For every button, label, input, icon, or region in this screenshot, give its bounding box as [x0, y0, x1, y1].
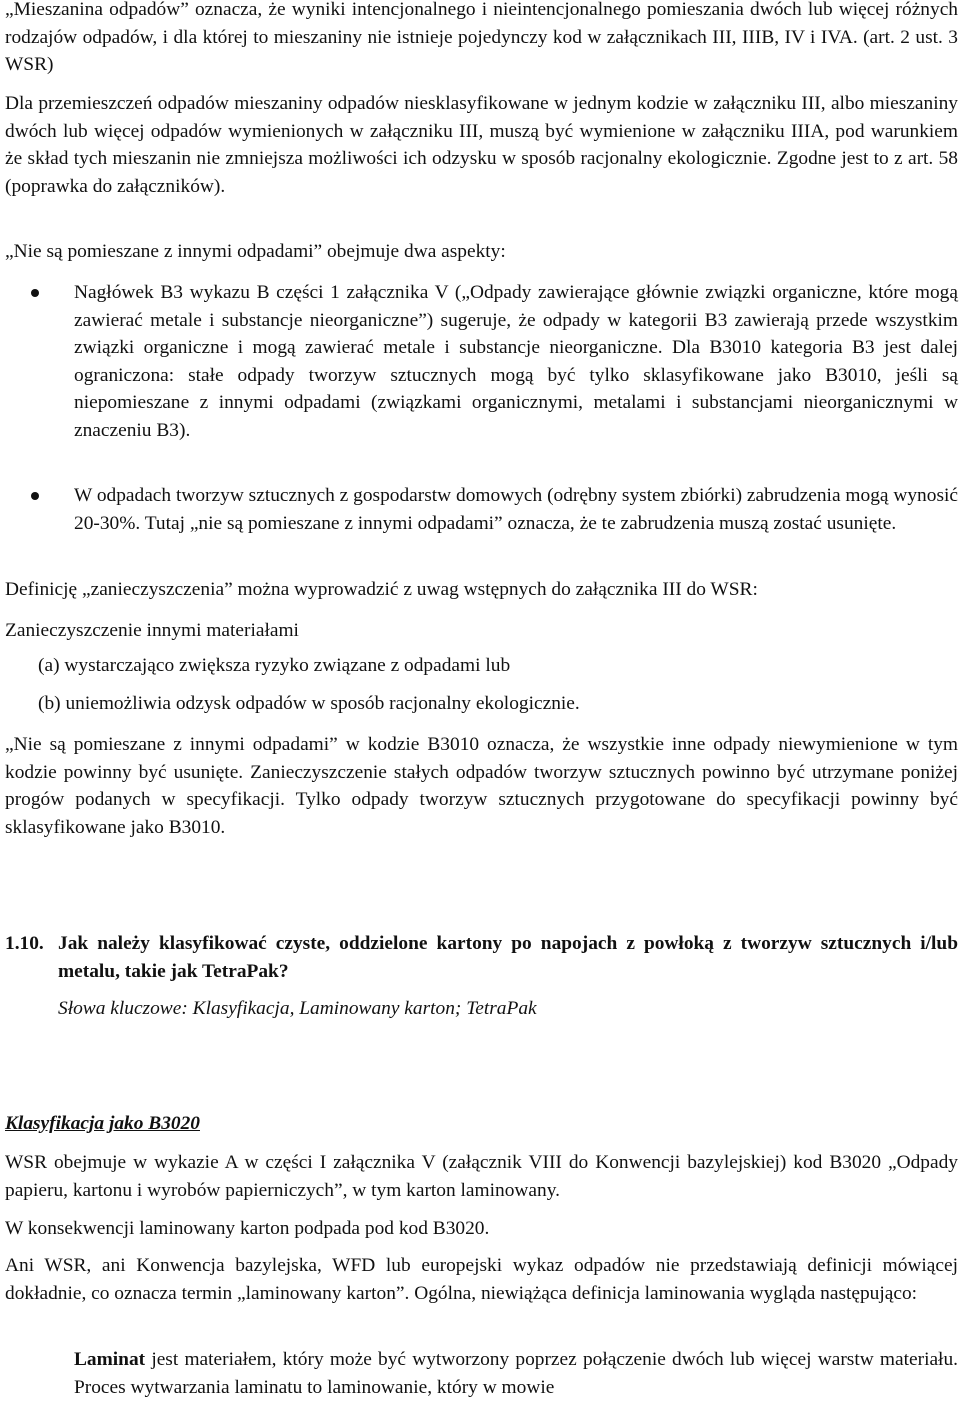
bullet-text: Nagłówek B3 wykazu B części 1 załącznika V („Odpady zawierające głównie związki organiczne, które mogą zawierać metale i substancje nieorganiczne”) sugeruje, że odpady w kategorii B3 zawierają przede wszystkim związki organiczne i mogą zawierać metale i substancje nieorganiczne. Dla B3010 kategoria B3 jest dalej ograniczona: stałe odpady tworzyw sztucznych mogą być tylko sklasyfikowane jako B3010, jeśli są niepomieszane z innymi odpadami (związkami organicznymi, metalami i substancjami nieorganicznymi w znaczeniu B3).: [74, 282, 958, 441]
enum-item-a: (a) wystarczająco zwiększa ryzyko związane z odpadami lub: [38, 655, 511, 676]
laminate-text: jest materiałem, który może być wytworzony poprzez połączenie dwóch lub więcej warstw materiału. Proces wytwarzania laminatu to laminowanie, który w mowie: [74, 1349, 958, 1398]
paragraph-mixture-definition: „Mieszanina odpadów” oznacza, że wyniki intencjonalnego i nieintencjonalnego pomieszania dwóch lub więcej różnych rodzajów odpadów, i dla której to mieszaniny nie istnieje pojedynczy kod w załącznikach III, IIIB, IV i IVA. (art. 2 ust. 3 WSR): [5, 0, 958, 75]
bullet-text: W odpadach tworzyw sztucznych z gospodarstw domowych (odrębny system zbiórki) zabrudzenia mogą wynosić 20-30%. Tutaj „nie są pomieszane z innymi odpadami” oznacza, że te zabrudzenia muszą zostać usunięte.: [74, 485, 958, 534]
keywords-line: Słowa kluczowe: Klasyfikacja, Laminowany karton; TetraPak: [58, 998, 537, 1019]
subheading-b3020: Klasyfikacja jako B3020: [5, 1113, 200, 1134]
bullet-icon: [31, 289, 39, 297]
paragraph-consequence: W konsekwencji laminowany karton podpada pod kod B3020.: [5, 1218, 490, 1239]
laminate-term: Laminat: [74, 1349, 146, 1370]
paragraph-mixture-shipments: Dla przemieszczeń odpadów mieszaniny odpadów niesklasyfikowane w jednym kodzie w załączniku III, albo mieszaniny dwóch lub więcej odpadów wymienionych w załączniku III, muszą być wymienione w załączniku IIIA, pod warunkiem że skład tych mieszanin nie zmniejsza możliwości ich odzysku w sposób racjonalny ekologicznie. Zgodne jest to z art. 58 (poprawka do załączników).: [5, 93, 958, 197]
laminate-definition: [74, 1346, 958, 1401]
bullet-icon: [31, 492, 39, 500]
paragraph-b3020-scope: WSR obejmuje w wykazie A w części I załącznika V (załącznik VIII do Konwencji bazylejskiej) kod B3020 „Odpady papieru, kartonu i wyrobów papierniczych”, w tym karton laminowany.: [5, 1152, 958, 1201]
paragraph-two-aspects: „Nie są pomieszane z innymi odpadami” obejmuje dwa aspekty:: [5, 241, 506, 262]
section-title: Jak należy klasyfikować czyste, oddzielone kartony po napojach z powłoką z tworzyw sztucznych i/lub metalu, takie jak TetraPak?: [58, 933, 958, 982]
paragraph-contamination-definition: Definicję „zanieczyszczenia” można wyprowadzić z uwag wstępnych do załącznika III do WSR:: [5, 579, 758, 600]
paragraph-contamination-label: Zanieczyszczenie innymi materiałami: [5, 620, 299, 641]
section-number: 1.10.: [5, 933, 44, 954]
paragraph-b3010-meaning: „Nie są pomieszane z innymi odpadami” w kodzie B3010 oznacza, że wszystkie inne odpady niewymienione w tym kodzie powinny być usunięte. Zanieczyszczenie stałych odpadów tworzyw sztucznych powinno być utrzymane poniżej progów podanych w specyfikacji. Tylko odpady tworzyw sztucznych przygotowane do specyfikacji powinny być sklasyfikowane jako B3010.: [5, 734, 958, 838]
paragraph-no-definition: Ani WSR, ani Konwencja bazylejska, WFD lub europejski wykaz odpadów nie przedstawiają definicji mówiącej dokładnie, co oznacza termin „laminowany karton”. Ogólna, niewiążąca definicja laminowania wygląda następująco:: [5, 1255, 958, 1304]
enum-item-b: (b) uniemożliwia odzysk odpadów w sposób racjonalny ekologicznie.: [38, 693, 580, 714]
